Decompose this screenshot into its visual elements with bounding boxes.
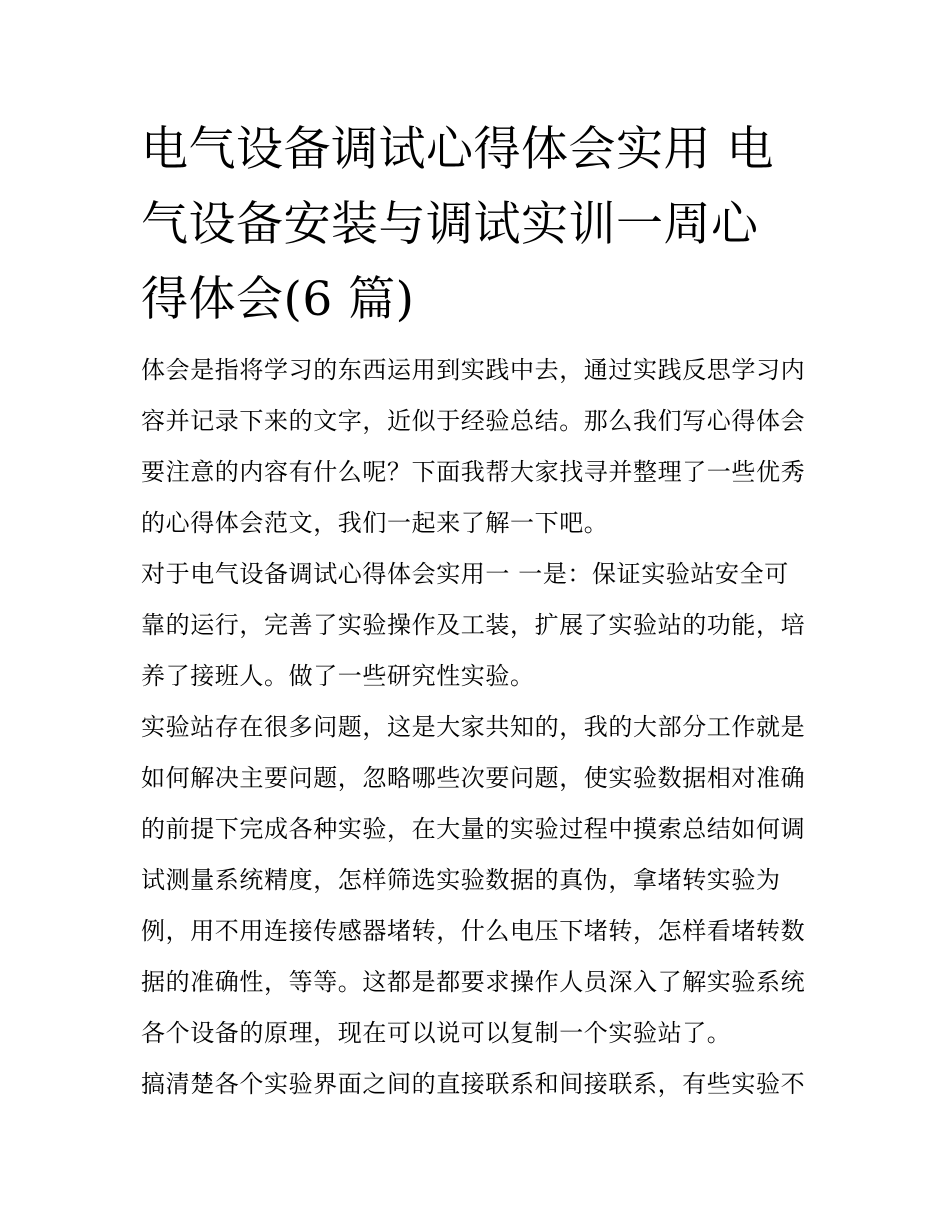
document-content bbox=[141, 112, 813, 1110]
paragraph-line: 体会是指将学习的东西运用到实践中去，通过实践反思学习内 bbox=[141, 356, 806, 384]
paragraph-line: 如何解决主要问题，忽略哪些次要问题，使实验数据相对准确 bbox=[141, 764, 806, 792]
paragraph-interfaces bbox=[141, 1059, 813, 1110]
paragraph-line: 例，用不用连接传感器堵转，什么电压下堵转，怎样看堵转数 bbox=[141, 917, 806, 945]
paragraph-line: 各个设备的原理，现在可以说可以复制一个实验站了。 bbox=[141, 1019, 732, 1047]
paragraph-line: 搞清楚各个实验界面之间的直接联系和间接联系，有些实验不 bbox=[141, 1070, 806, 1098]
paragraph-line: 对于电气设备调试心得体会实用一 一是：保证实验站安全可 bbox=[141, 560, 789, 588]
title-line: 得体会(6 篇) bbox=[141, 272, 415, 327]
title-line: 气设备安装与调试实训一周心 bbox=[141, 197, 759, 252]
paragraph-line: 据的准确性，等等。这都是都要求操作人员深入了解实验系统 bbox=[141, 968, 806, 996]
paragraph-problems bbox=[141, 702, 813, 1059]
paragraph-section-one bbox=[141, 549, 813, 702]
document-body bbox=[141, 345, 813, 1110]
paragraph-line: 的心得体会范文，我们一起来了解一下吧。 bbox=[141, 509, 609, 537]
paragraph-line: 容并记录下来的文字，近似于经验总结。那么我们写心得体会 bbox=[141, 407, 806, 435]
paragraph-intro bbox=[141, 345, 813, 549]
document-title bbox=[141, 112, 813, 337]
paragraph-line: 实验站存在很多问题，这是大家共知的，我的大部分工作就是 bbox=[141, 713, 806, 741]
paragraph-line: 养了接班人。做了一些研究性实验。 bbox=[141, 662, 535, 690]
paragraph-line: 的前提下完成各种实验，在大量的实验过程中摸索总结如何调 bbox=[141, 815, 806, 843]
paragraph-line: 要注意的内容有什么呢？下面我帮大家找寻并整理了一些优秀 bbox=[141, 458, 806, 486]
paragraph-line: 靠的运行，完善了实验操作及工装，扩展了实验站的功能，培 bbox=[141, 611, 806, 639]
title-line: 电气设备调试心得体会实用 电 bbox=[141, 122, 774, 177]
paragraph-line: 试测量系统精度，怎样筛选实验数据的真伪，拿堵转实验为 bbox=[141, 866, 781, 894]
